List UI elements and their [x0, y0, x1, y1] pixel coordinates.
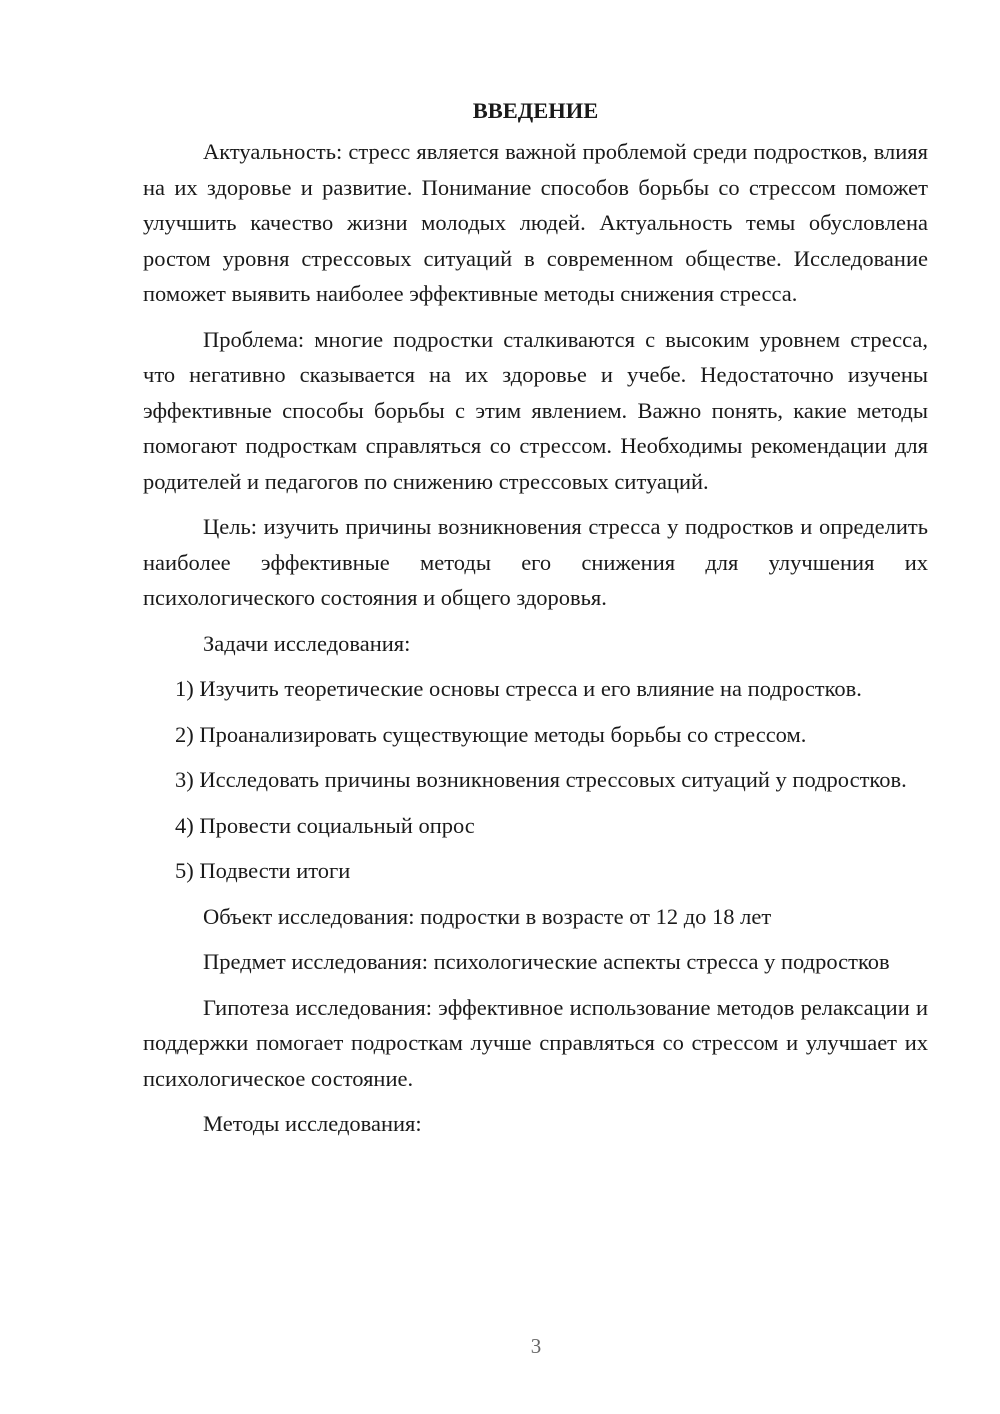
relevance-paragraph: Актуальность: стресс является важной проблемой среди подростков, влияя на их здоровье и развитие. Понимание способов борьбы со стрессом поможет улучшить качество жизни молодых людей. Актуальность темы обусловлена ростом уровня стрессовых ситуаций в современном обществе. Исследование поможет выявить наиболее эффективные методы снижения стресса. [143, 139, 928, 306]
task-item: 5) Подвести итоги [175, 858, 351, 883]
page-body [143, 96, 928, 1152]
section-title: ВВЕДЕНИЕ [472, 98, 599, 123]
goal-paragraph: Цель: изучить причины возникновения стресса у подростков и определить наиболее эффективные методы его снижения для улучшения их психологического состояния и общего здоровья. [143, 514, 928, 610]
page-number: 3 [530, 1334, 542, 1358]
methods-heading: Методы исследования: [203, 1111, 422, 1136]
problem-paragraph: Проблема: многие подростки сталкиваются с высоким уровнем стресса, что негативно сказывается на их здоровье и учебе. Недостаточно изучены эффективные способы борьбы с этим явлением. Важно понять, какие методы помогают подросткам справляться со стрессом. Необходимы рекомендации для родителей и педагогов по снижению стрессовых ситуаций. [143, 326, 928, 494]
subject-paragraph: Предмет исследования: психологические аспекты стресса у подростков [203, 949, 890, 974]
tasks-heading: Задачи исследования: [203, 630, 411, 656]
task-item: 1) Изучить теоретические основы стресса и его влияние на подростков. [175, 676, 862, 701]
task-item: 2) Проанализировать существующие методы борьбы со стрессом. [175, 721, 807, 747]
task-item: 3) Исследовать причины возникновения стрессовых ситуаций у подростков. [175, 767, 907, 792]
hypothesis-paragraph: Гипотеза исследования: эффективное использование методов релаксации и поддержки помогает подросткам лучше справляться со стрессом и улучшает их психологическое состояние. [143, 994, 928, 1091]
task-item: 4) Провести социальный опрос [175, 812, 475, 838]
object-paragraph: Объект исследования: подростки в возрасте от 12 до 18 лет [203, 903, 772, 929]
